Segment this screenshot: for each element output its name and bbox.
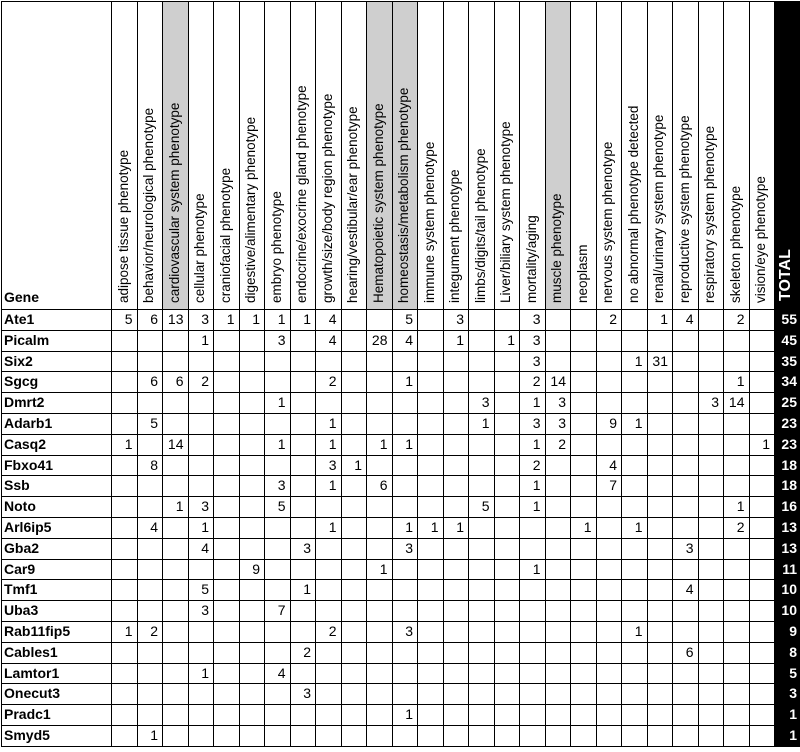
row-total: 18 — [781, 477, 797, 494]
table-cell: 1 — [150, 727, 158, 743]
table-cell: 3 — [201, 498, 209, 515]
column-header: hearing/vestibular/ear phenotype — [345, 106, 361, 303]
table-cell: 3 — [277, 477, 286, 494]
grid-line — [264, 1, 265, 747]
table-cell: 1 — [532, 394, 541, 411]
table-cell: 4 — [685, 581, 694, 598]
table-cell: 1 — [456, 519, 464, 535]
table-cell: 1 — [532, 560, 541, 577]
grid-line — [213, 1, 214, 747]
table-cell: 1 — [201, 331, 209, 348]
table-cell: 1 — [303, 311, 311, 327]
table-cell: 2 — [532, 373, 541, 390]
table-cell: 2 — [609, 311, 617, 327]
table-cell: 1 — [634, 415, 643, 431]
table-cell: 1 — [303, 581, 311, 598]
table-cell: 1 — [328, 477, 337, 494]
column-header: no abnormal phenotype detected — [625, 105, 641, 303]
table-cell: 4 — [685, 311, 694, 327]
table-cell: 3 — [456, 311, 464, 327]
grid-line — [417, 1, 418, 747]
column-header: respiratory system phenotype — [702, 125, 718, 303]
table-cell: 6 — [150, 311, 158, 327]
column-header: adipose tissue phenotype — [115, 149, 131, 303]
gene-name: Casq2 — [4, 435, 47, 452]
gene-name: Picalm — [4, 331, 50, 348]
table-cell: 2 — [736, 519, 745, 535]
gene-name: Smyd5 — [4, 727, 50, 743]
table-cell: 5 — [405, 311, 413, 327]
table-cell: 3 — [481, 394, 490, 411]
gene-name: Ssb — [4, 477, 30, 494]
column-header: reproductive system phenotype — [676, 115, 692, 303]
table-cell: 1 — [736, 498, 745, 515]
row-total: 8 — [789, 643, 797, 660]
gene-name: Tmf1 — [4, 581, 38, 598]
grid-line — [749, 1, 750, 747]
table-cell: 3 — [558, 415, 566, 431]
gene-name: Rab11fip5 — [4, 623, 71, 639]
row-total: 25 — [781, 394, 797, 411]
table-cell: 1 — [634, 352, 643, 369]
table-cell: 3 — [277, 331, 286, 348]
table-cell: 2 — [328, 373, 337, 390]
table-cell: 2 — [328, 623, 337, 639]
table-cell: 13 — [167, 311, 184, 327]
column-header: vision/eye phenotype — [753, 176, 769, 303]
table-cell: 1 — [328, 519, 337, 535]
table-cell: 9 — [252, 560, 260, 577]
table-cell: 1 — [405, 435, 413, 452]
grid-line — [290, 1, 291, 747]
table-cell: 1 — [634, 623, 643, 639]
table-cell: 1 — [481, 415, 490, 431]
grid-line — [1, 517, 800, 518]
table-cell: 3 — [405, 623, 413, 639]
column-header: limbs/digits/tail phenotype — [472, 148, 488, 303]
column-header: cellular phenotype — [192, 193, 208, 303]
column-header: homeostasis/metabolism phenotype — [396, 87, 412, 303]
table-cell: 8 — [150, 456, 158, 473]
table-cell: 1 — [175, 498, 184, 515]
column-header: muscle phenotype — [549, 193, 565, 303]
table-cell: 4 — [150, 519, 158, 535]
column-header: renal/urinary system phenotype — [651, 114, 667, 303]
row-total: 5 — [789, 664, 797, 681]
column-header: endocrine/exocrine gland phenotype — [294, 85, 310, 303]
table-cell: 1 — [252, 311, 260, 327]
table-cell: 7 — [609, 477, 617, 494]
table-cell: 3 — [303, 685, 311, 702]
row-total: 23 — [781, 415, 797, 431]
gene-name: Dmrt2 — [4, 394, 45, 411]
table-cell: 6 — [175, 373, 184, 390]
grid-line — [239, 1, 240, 747]
column-header: integument phenotype — [447, 169, 463, 303]
table-cell: 1 — [634, 519, 643, 535]
table-cell: 1 — [226, 311, 235, 327]
table-cell: 1 — [660, 311, 668, 327]
grid-line — [1, 600, 800, 601]
gene-name: Onecut3 — [4, 685, 61, 702]
grid-line — [1, 725, 800, 726]
table-cell: 14 — [550, 373, 566, 390]
grid-line — [1, 392, 800, 393]
table-cell: 3 — [303, 539, 311, 556]
table-cell: 14 — [167, 435, 184, 452]
gene-name: Pradc1 — [4, 706, 51, 723]
row-total: 13 — [781, 519, 797, 535]
row-total: 13 — [781, 539, 797, 556]
table-cell: 3 — [532, 352, 541, 369]
table-cell: 1 — [507, 331, 515, 348]
grid-line — [570, 1, 571, 747]
row-total: 18 — [781, 456, 797, 473]
grid-line — [1, 704, 800, 705]
grid-line — [1, 683, 800, 684]
table-cell: 1 — [379, 435, 388, 452]
total-header: TOTAL — [777, 249, 794, 301]
table-cell: 14 — [728, 394, 745, 411]
table-cell: 5 — [277, 498, 286, 515]
row-total: 3 — [789, 685, 797, 702]
table-cell: 5 — [481, 498, 490, 515]
grid-line — [366, 1, 367, 747]
grid-line — [341, 1, 342, 747]
gene-name: Adarb1 — [4, 415, 53, 431]
table-cell: 3 — [685, 539, 694, 556]
table-cell: 3 — [532, 311, 541, 327]
column-header: embryo phenotype — [268, 191, 284, 303]
column-header: immune system phenotype — [421, 141, 437, 303]
grid-line — [596, 1, 597, 747]
table-cell: 2 — [532, 456, 541, 473]
table-cell: 1 — [328, 415, 337, 431]
table-cell: 4 — [201, 539, 209, 556]
table-cell: 1 — [277, 311, 286, 327]
table-cell: 3 — [532, 331, 541, 348]
row-total: 23 — [781, 435, 797, 452]
gene-name: Arl6ip5 — [4, 519, 52, 535]
table-cell: 4 — [405, 331, 413, 348]
table-cell: 4 — [609, 456, 617, 473]
table-cell: 5 — [201, 581, 209, 598]
table-cell: 1 — [277, 394, 286, 411]
table-cell: 1 — [328, 435, 337, 452]
grid-line — [1, 455, 800, 456]
table-cell: 1 — [736, 373, 745, 390]
table-cell: 5 — [124, 311, 133, 327]
table-cell: 1 — [124, 435, 133, 452]
row-total: 34 — [781, 373, 797, 390]
gene-name: Ate1 — [4, 311, 35, 327]
grid-line — [1, 496, 800, 497]
table-cell: 1 — [277, 435, 286, 452]
table-cell: 31 — [652, 352, 668, 369]
column-header: cardiovascular system phenotype — [166, 102, 182, 303]
table-cell: 9 — [609, 415, 617, 431]
table-cell: 1 — [532, 435, 541, 452]
table-cell: 3 — [532, 415, 541, 431]
gene-header: Gene — [4, 289, 40, 305]
gene-name: Lamtor1 — [4, 664, 60, 681]
grid-line — [647, 1, 648, 747]
row-total: 9 — [789, 623, 797, 639]
table-cell: 2 — [558, 435, 566, 452]
gene-name: Sgcg — [4, 373, 39, 390]
column-header: mortality/aging — [523, 215, 539, 303]
grid-line — [1, 1, 800, 2]
table-cell: 1 — [405, 519, 413, 535]
table-cell: 2 — [150, 623, 158, 639]
row-total: 10 — [781, 602, 797, 619]
table-cell: 1 — [201, 519, 209, 535]
grid-line — [443, 1, 444, 747]
column-header: behavior/neurological phenotype — [141, 107, 157, 303]
column-header: craniofacial phenotype — [217, 167, 233, 303]
gene-name: Fbxo41 — [4, 456, 54, 473]
table-cell: 1 — [405, 706, 413, 723]
row-total: 45 — [781, 331, 797, 348]
column-header: digestive/alimentary phenotype — [243, 116, 259, 303]
table-cell: 4 — [328, 331, 337, 348]
grid-line — [1, 621, 800, 622]
grid-line — [1, 475, 800, 476]
grid-line — [1, 1, 2, 747]
gene-name: Cables1 — [4, 643, 58, 660]
grid-line — [1, 309, 800, 310]
row-total: 1 — [789, 727, 797, 743]
row-total: 11 — [782, 560, 797, 577]
table-cell: 1 — [532, 477, 541, 494]
table-cell: 1 — [124, 623, 133, 639]
table-cell: 1 — [583, 519, 592, 535]
grid-line — [494, 1, 495, 747]
table-cell: 2 — [201, 373, 209, 390]
gene-name: Uba3 — [4, 602, 39, 619]
table-cell: 3 — [405, 539, 413, 556]
grid-line — [698, 1, 699, 747]
table-cell: 1 — [430, 519, 439, 535]
table-cell: 2 — [303, 643, 311, 660]
column-header: Liver/biliary system phenotype — [498, 121, 514, 303]
table-cell: 6 — [150, 373, 158, 390]
table-cell: 2 — [736, 311, 745, 327]
table-cell: 7 — [277, 602, 286, 619]
gene-name: Noto — [4, 498, 36, 515]
table-cell: 1 — [532, 498, 541, 515]
column-header: growth/size/body region phenotype — [319, 93, 335, 303]
table-cell: 3 — [711, 394, 719, 411]
row-total: 10 — [781, 581, 797, 598]
grid-line — [1, 746, 800, 747]
grid-line — [1, 351, 800, 352]
column-header: neoplasm — [574, 244, 590, 303]
table-cell: 1 — [405, 373, 413, 390]
gene-name: Six2 — [4, 352, 33, 369]
table-cell: 1 — [762, 435, 770, 452]
table-cell: 4 — [277, 664, 286, 681]
grid-line — [1, 413, 800, 414]
table-cell: 3 — [558, 394, 566, 411]
row-total: 16 — [781, 498, 797, 515]
column-header: nervous system phenotype — [600, 141, 616, 303]
table-cell: 3 — [201, 602, 209, 619]
table-cell: 1 — [456, 331, 464, 348]
gene-name: Car9 — [4, 560, 36, 577]
table-cell: 3 — [201, 311, 209, 327]
grid-line — [1, 663, 800, 664]
grid-line — [468, 1, 469, 747]
table-cell: 6 — [685, 643, 694, 660]
grid-line — [672, 1, 673, 747]
column-header: skeleton phenotype — [727, 185, 743, 303]
table-cell: 1 — [379, 560, 388, 577]
table-cell: 6 — [379, 477, 388, 494]
grid-line — [1, 559, 800, 560]
table-cell: 5 — [150, 415, 158, 431]
table-cell: 1 — [201, 664, 209, 681]
column-header: Hematopoietic system phenotype — [370, 103, 386, 303]
table-cell: 1 — [354, 456, 362, 473]
grid-line — [1, 579, 800, 580]
row-total: 35 — [781, 352, 797, 369]
row-total: 55 — [781, 311, 797, 327]
table-cell: 28 — [371, 331, 388, 348]
table-cell: 4 — [328, 311, 337, 327]
row-total: 1 — [789, 706, 797, 723]
grid-line — [1, 371, 800, 372]
gene-name: Gba2 — [4, 539, 40, 556]
table-cell: 3 — [328, 456, 337, 473]
